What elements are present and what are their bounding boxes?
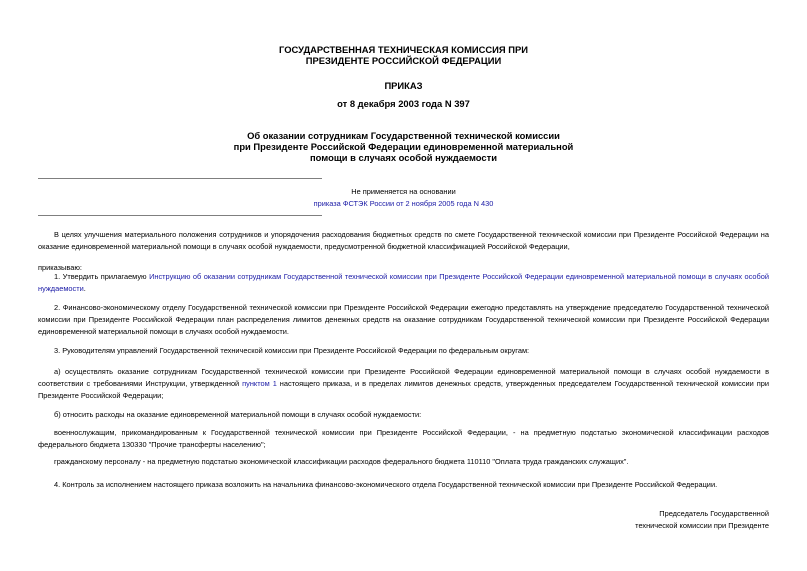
- paragraph-item-4: 4. Контроль за исполнением настоящего приказа возложить на начальника финансово-экономического отдела Государственной технической комиссии при Президенте Российской Федерации.: [54, 480, 718, 489]
- doc-subject-line3: помощи в случаях особой нуждаемости: [310, 152, 497, 163]
- commission-title: [200, 44, 607, 66]
- point-1-link[interactable]: пунктом 1: [242, 379, 277, 388]
- item-3a-prefix: а) осуществлять оказание сотрудникам Государственной технической комиссии при Президенте Российской Федерации единовременной материальной помощи в случаях особой нуждаемости в соответствии с требованиями Инструкции, утвержденной: [38, 367, 769, 388]
- doc-date-number: от 8 декабря 2003 года N 397: [337, 98, 470, 109]
- divider-top: [38, 178, 322, 179]
- notice-text: Не применяется на основании: [351, 187, 456, 196]
- signature-block: [635, 508, 769, 532]
- item-1-suffix: .: [83, 284, 86, 293]
- instruction-link[interactable]: Инструкцию об оказании сотрудникам Государственной технической комиссии при Президенте Российской Федерации единовременной материальной помощи в случаях особой нуждаемости: [38, 272, 769, 293]
- notice-link[interactable]: приказа ФСТЭК России от 2 ноября 2005 года N 430: [313, 199, 494, 208]
- paragraph-item-3a: [38, 366, 769, 402]
- commission-title-line1: ГОСУДАРСТВЕННАЯ ТЕХНИЧЕСКАЯ КОМИССИЯ ПРИ: [279, 44, 528, 55]
- paragraph-item-3b: б) относить расходы на оказание единовременной материальной помощи в случаях особой нуждаемости:: [54, 410, 422, 419]
- doc-subject: [180, 130, 627, 163]
- paragraph-orders: приказываю:: [38, 263, 82, 272]
- paragraph-civilian: гражданскому персоналу - на предметную подстатью экономической классификации расходов федерального бюджета 110110 "Оплата труда гражданских служащих".: [54, 457, 629, 466]
- paragraph-item-3: 3. Руководителям управлений Государственной технической комиссии при Президенте Российской Федерации по федеральным округам:: [54, 346, 530, 355]
- item-1-prefix: 1. Утвердить прилагаемую: [54, 272, 150, 281]
- doc-type: ПРИКАЗ: [384, 80, 423, 91]
- doc-subject-line2: при Президенте Российской Федерации единовременной материальной: [233, 141, 574, 152]
- divider-bottom: [38, 215, 322, 216]
- commission-title-line2: ПРЕЗИДЕНТЕ РОССИЙСКОЙ ФЕДЕРАЦИИ: [305, 55, 502, 66]
- notice-link-wrap: [200, 199, 607, 209]
- paragraph-preamble: В целях улучшения материального положения сотрудников и упорядочения расходования бюджетных средств по смете Государственной технической комиссии при Президенте Российской Федерации на оказание единовременной материальной помощи в случаях особой нуждаемости, предусмотренной бюджетной классификацией Российской Федерации,: [38, 230, 769, 251]
- signature-line2: технической комиссии при Президенте: [635, 521, 769, 530]
- signature-line1: Председатель Государственной: [659, 509, 769, 518]
- paragraph-item-1: [38, 271, 769, 295]
- paragraph-military: военнослужащим, прикомандированным к Государственной технической комиссии при Президенте Российской Федерации, - на предметную подстатью экономической классификации расходов федерального бюджета 130330 "Прочие трансферты населению";: [38, 428, 769, 449]
- doc-subject-line1: Об оказании сотрудникам Государственной технической комиссии: [247, 130, 560, 141]
- paragraph-item-2: 2. Финансово-экономическому отделу Государственной технической комиссии при Президенте Российской Федерации ежегодно представлять на утверждение председателю Государственной технической комиссии при Президенте Российской Федерации план распределения лимитов денежных средств на оказание сотрудникам Государственной технической комиссии при Президенте Российской Федерации единовременной материальной помощи в случаях особой нуждаемости.: [38, 303, 769, 336]
- item-3a-suffix: настоящего приказа, и в пределах лимитов денежных средств, утвержденных председателем Государственной технической комиссии при Президенте Российской Федерации;: [38, 379, 769, 400]
